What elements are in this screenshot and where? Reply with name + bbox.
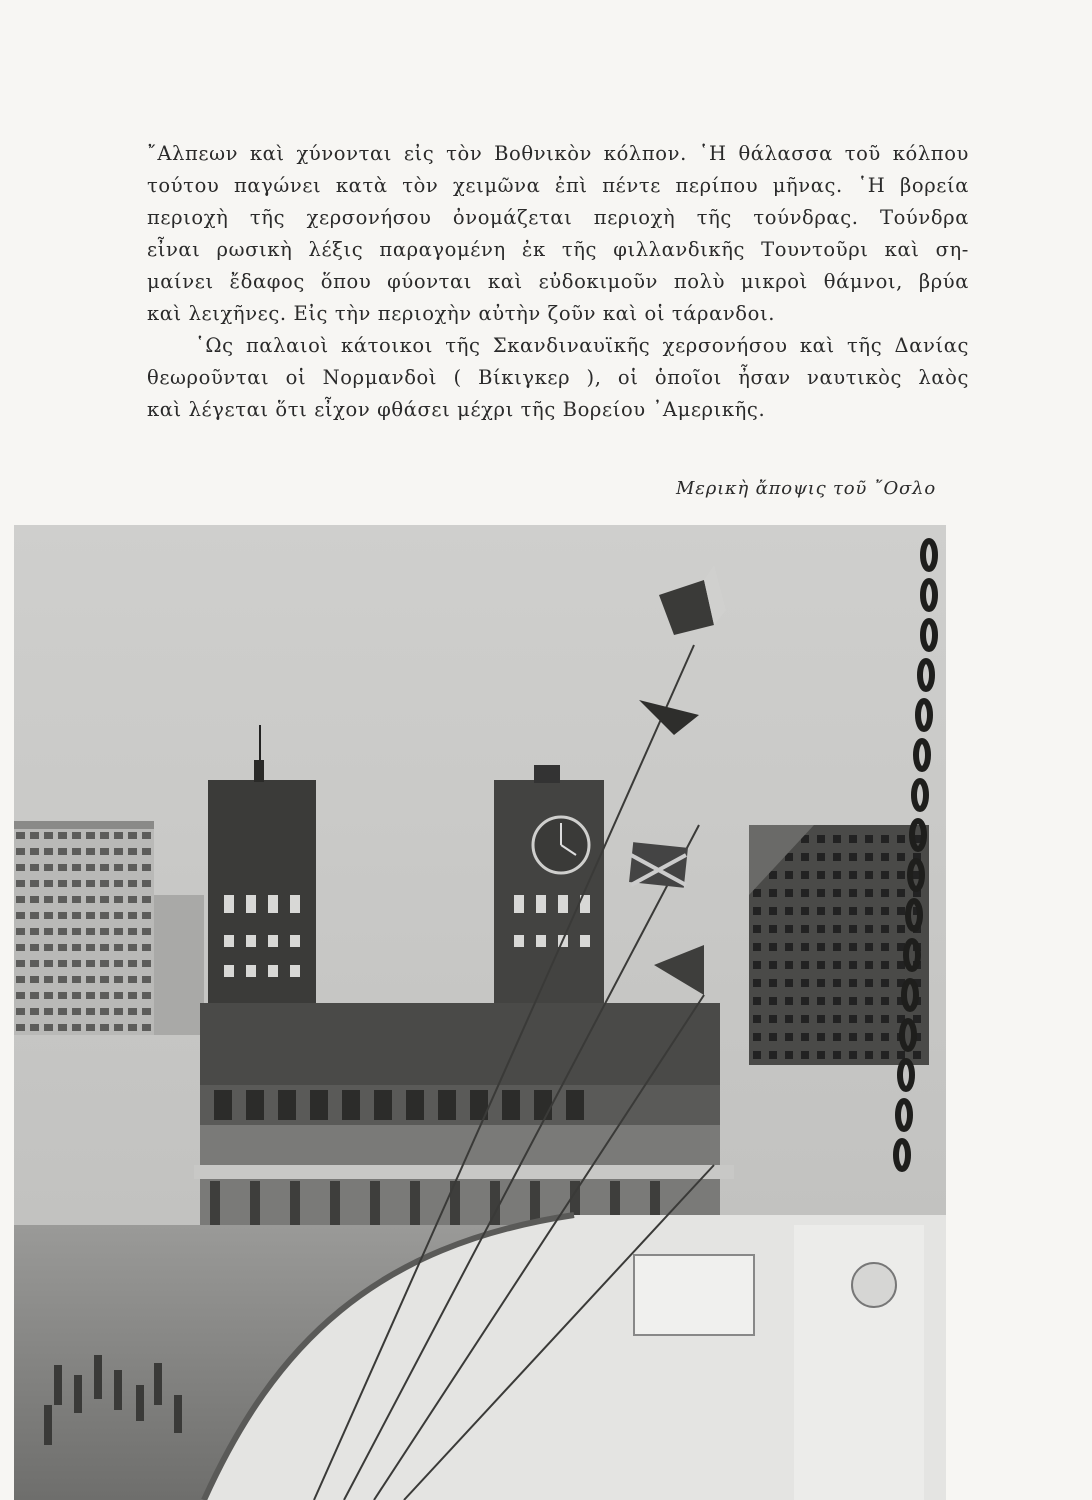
text-line: περιοχὴ τῆς χερσονήσου ὀνομάζεται περιοχὴ τῆς τούνδρας. Τούνδρα — [147, 206, 969, 229]
text-line: εἶναι ρωσικὴ λέξις παραγομένη ἐκ τῆς φιλλανδικῆς Τουντοῦρι καὶ ση- — [147, 238, 969, 261]
text-line: τούτου παγώνει κατὰ τὸν χειμῶνα ἐπὶ πέντε περίπου μῆνας. ῾Η βορεία — [147, 174, 969, 197]
text-line: καὶ λέγεται ὅτι εἶχον φθάσει μέχρι τῆς Βορείου ᾿Αμερικῆς. — [147, 398, 766, 421]
text-line: ῎Αλπεων καὶ χύνονται εἰς τὸν Βοθνικὸν κόλπον. ῾Η θάλασσα τοῦ κόλπου — [147, 142, 969, 165]
paragraph-2 — [147, 330, 969, 426]
text-line: θεωροῦνται οἱ Νορμανδοὶ ( Βίκιγκερ ), οἱ ὁποῖοι ἦσαν ναυτικὸς λαὸς — [147, 366, 969, 389]
paragraph-1 — [147, 138, 969, 330]
body-text — [147, 138, 969, 426]
photo-caption: Μερικὴ ἄποψις τοῦ ῎Οσλο — [676, 478, 936, 499]
text-line: ῾Ως παλαιοὶ κάτοικοι τῆς Σκανδιναυϊκῆς χερσονήσου καὶ τῆς Δανίας — [195, 334, 969, 357]
text-line: καὶ λειχῆνες. Εἰς τὴν περιοχὴν αὐτὴν ζοῦν καὶ οἱ τάρανδοι. — [147, 302, 776, 325]
oslo-city-hall-photo — [14, 525, 946, 1500]
text-line: μαίνει ἔδαφος ὅπου φύονται καὶ εὐδοκιμοῦν πολὺ μικροὶ θάμνοι, βρύα — [147, 270, 969, 293]
